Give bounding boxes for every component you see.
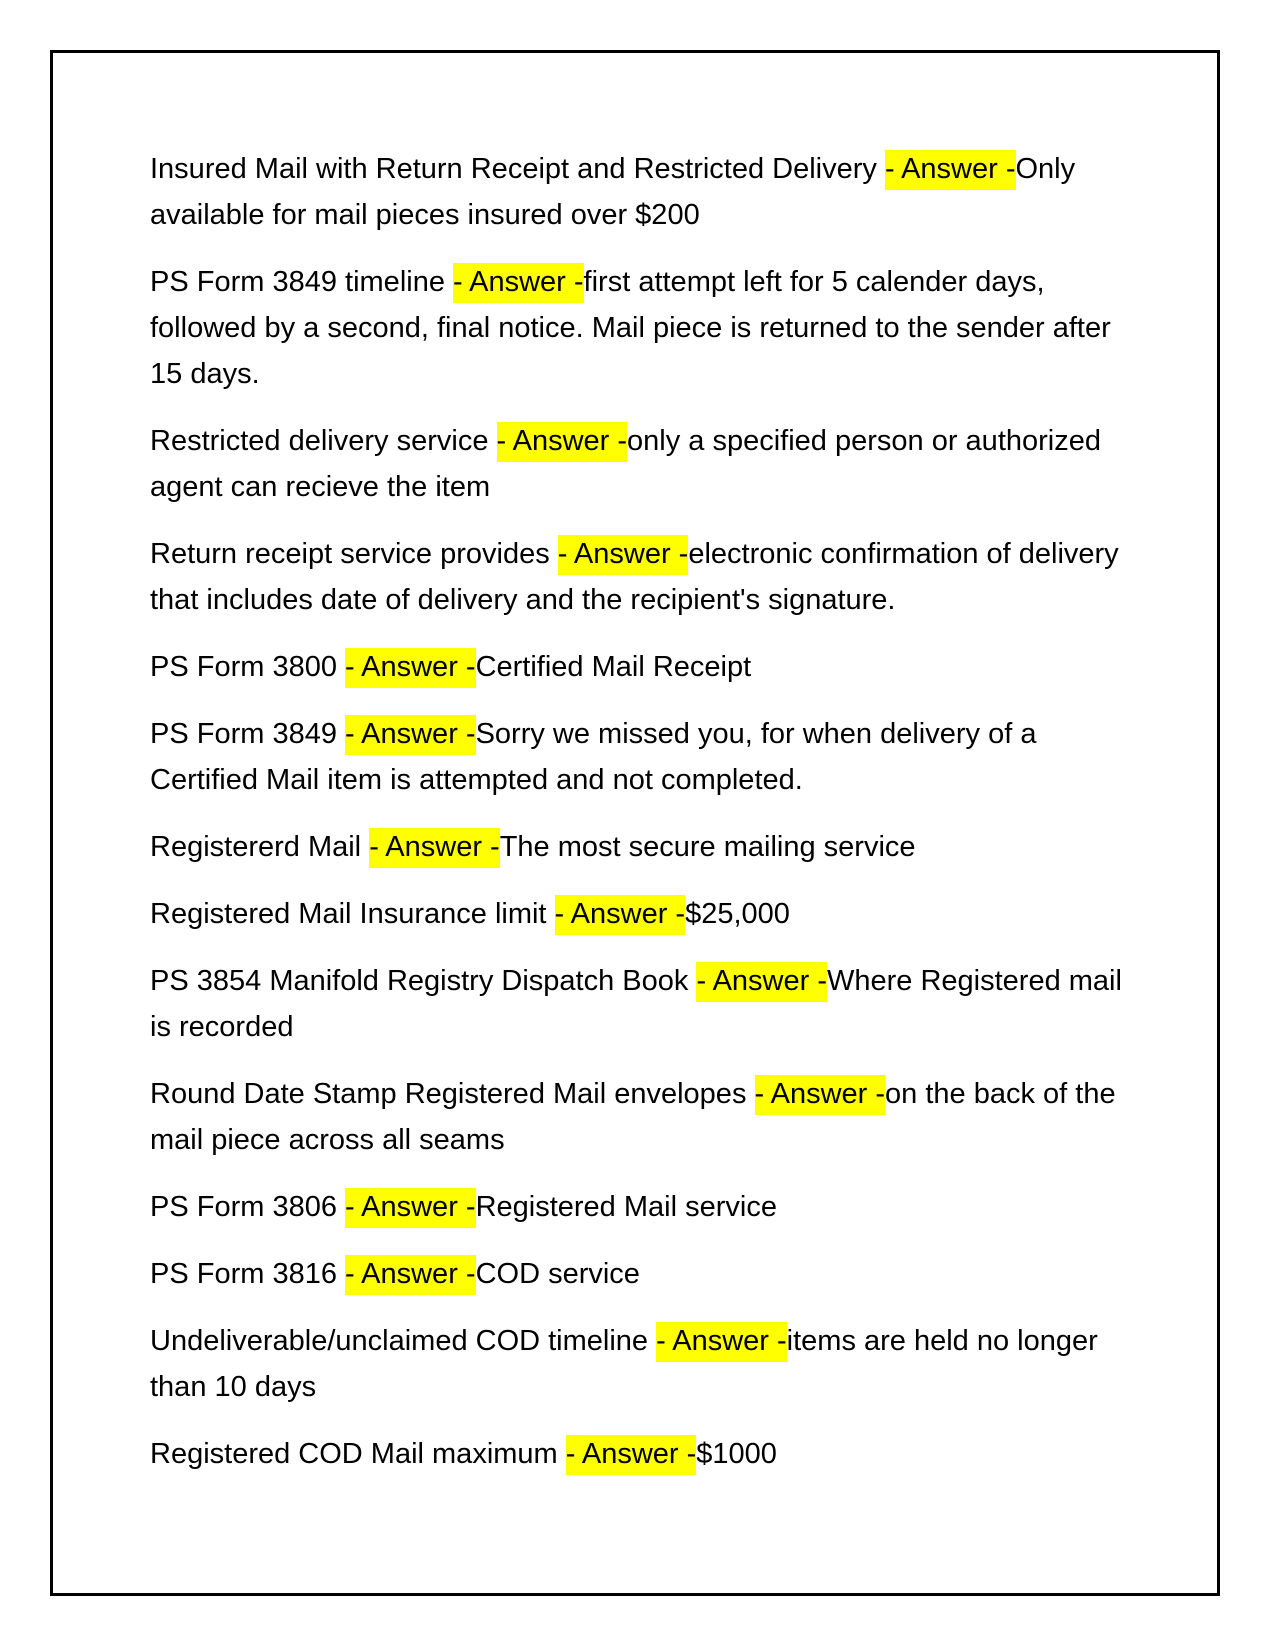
answer-separator: - Answer - [696,962,827,1002]
qa-answer: items are held no longer than 10 days [150,1325,1098,1403]
qa-term: Restricted delivery service [150,425,497,457]
qa-item [150,891,1150,937]
qa-term: PS Form 3849 timeline [150,266,454,298]
qa-answer: Only available for mail pieces insured over $200 [150,153,1076,231]
qa-item [150,531,1150,623]
answer-separator: - Answer - [885,150,1016,190]
qa-list [150,146,1150,1498]
qa-item [150,146,1150,238]
qa-item [150,1318,1150,1410]
qa-answer: on the back of the mail piece across all seams [150,1078,1116,1156]
answer-separator: - Answer - [453,263,584,303]
qa-term: PS Form 3800 [150,651,346,683]
qa-item [150,1184,1150,1230]
answer-separator: - Answer - [566,1435,697,1475]
qa-item [150,259,1150,397]
qa-answer: $1000 [696,1438,777,1470]
answer-separator: - Answer - [497,422,628,462]
qa-item [150,1251,1150,1297]
answer-separator: - Answer - [345,715,476,755]
qa-answer: first attempt left for 5 calender days, followed by a second, final notice. Mail piece is returned to the sender after 15 days. [150,266,1111,390]
qa-answer: The most secure mailing service [499,831,916,863]
qa-item [150,644,1150,690]
qa-answer: Certified Mail Receipt [475,651,752,683]
qa-item [150,1071,1150,1163]
answer-separator: - Answer - [558,535,689,575]
qa-answer: Sorry we missed you, for when delivery of a Certified Mail item is attempted and not completed. [150,718,1037,796]
qa-answer: $25,000 [685,898,790,930]
answer-separator: - Answer - [345,648,476,688]
qa-item [150,418,1150,510]
qa-term: PS Form 3816 [150,1258,346,1290]
qa-term: Registered COD Mail maximum [150,1438,566,1470]
qa-answer: electronic confirmation of delivery that includes date of delivery and the recipient's signature. [150,538,1119,616]
answer-separator: - Answer - [345,1188,476,1228]
qa-answer: COD service [475,1258,640,1290]
answer-separator: - Answer - [555,895,686,935]
qa-term: PS Form 3806 [150,1191,346,1223]
qa-term: PS 3854 Manifold Registry Dispatch Book [150,965,697,997]
qa-answer: Registered Mail service [475,1191,777,1223]
qa-item [150,824,1150,870]
qa-term: Return receipt service provides [150,538,558,570]
qa-answer: Where Registered mail is recorded [150,965,1122,1043]
qa-term: PS Form 3849 [150,718,346,750]
qa-item [150,958,1150,1050]
answer-separator: - Answer - [369,828,500,868]
qa-answer: only a specified person or authorized agent can recieve the item [150,425,1101,503]
qa-term: Registered Mail Insurance limit [150,898,555,930]
qa-item [150,711,1150,803]
qa-item [150,1431,1150,1477]
qa-term: Registererd Mail [150,831,370,863]
qa-term: Round Date Stamp Registered Mail envelopes [150,1078,755,1110]
qa-term: Insured Mail with Return Receipt and Restricted Delivery [150,153,885,185]
answer-separator: - Answer - [656,1322,787,1362]
answer-separator: - Answer - [345,1255,476,1295]
qa-term: Undeliverable/unclaimed COD timeline [150,1325,657,1357]
answer-separator: - Answer - [755,1075,886,1115]
